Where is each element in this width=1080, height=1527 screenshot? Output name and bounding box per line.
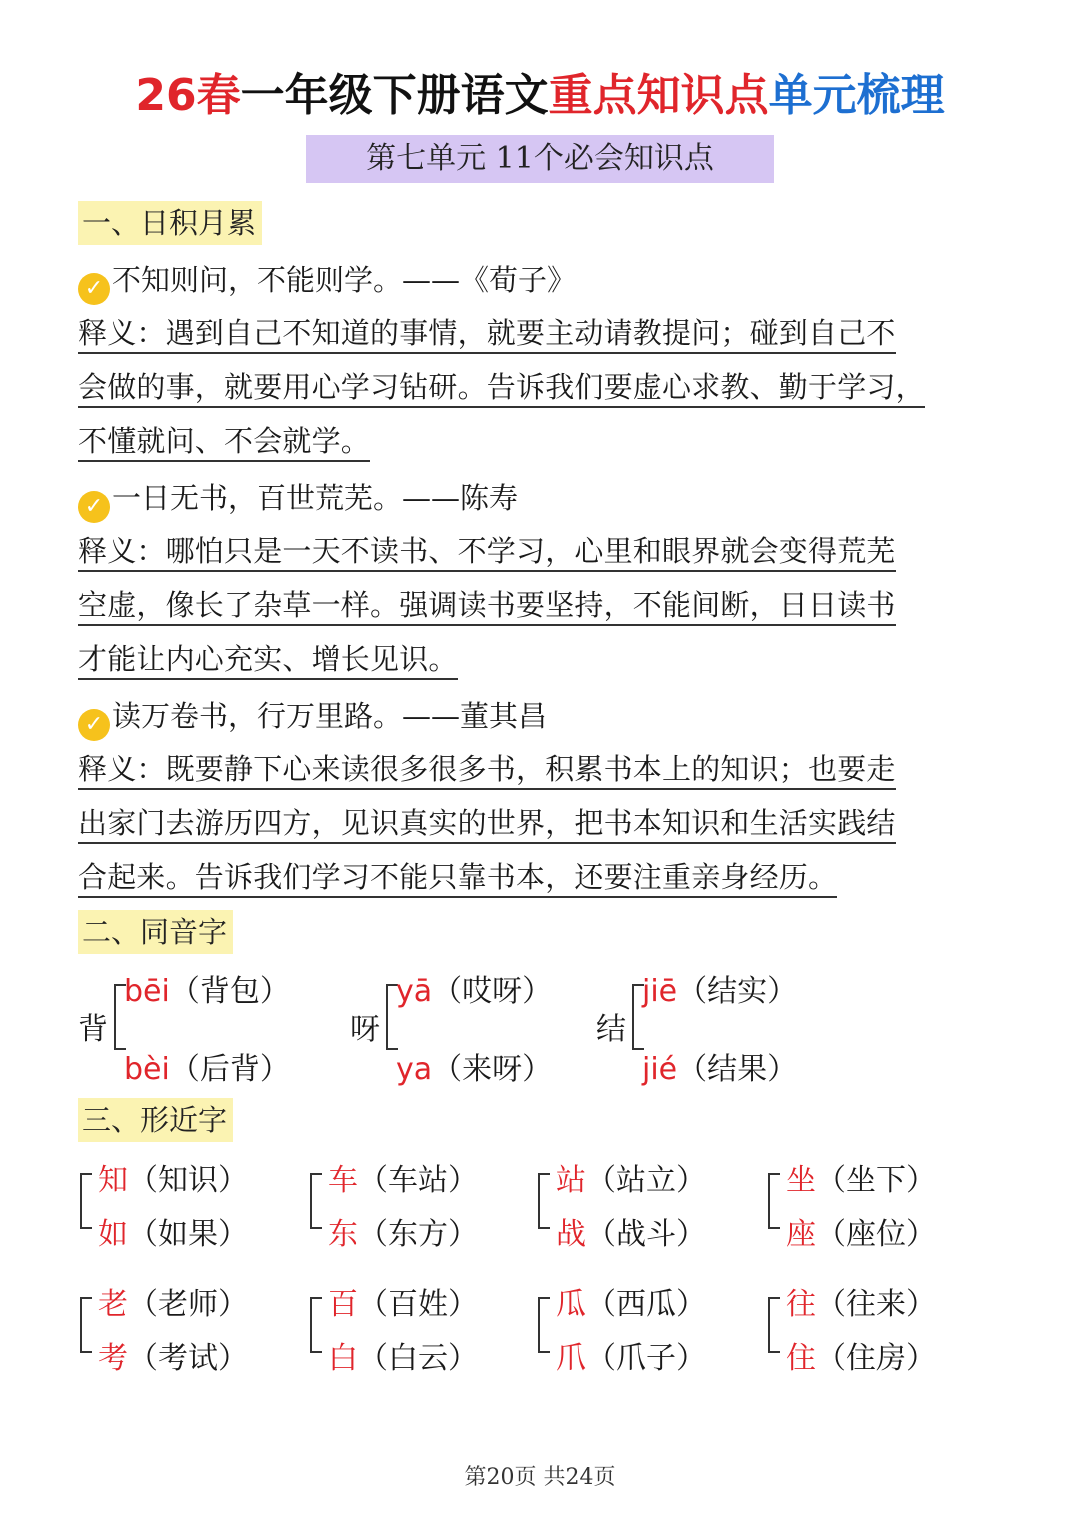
- explain-line: 会做的事，就要用心学习钻研。告诉我们要虚心求教、勤于学习，: [78, 370, 925, 408]
- section-heading-3: 三、形近字: [78, 1098, 233, 1142]
- word: （座位）: [816, 1217, 936, 1252]
- char: 往: [786, 1287, 816, 1322]
- char: 战: [556, 1217, 586, 1252]
- explain-line: 释义：既要静下心来读很多很多书，积累书本上的知识；也要走: [78, 752, 896, 790]
- pinyin: jiē: [642, 974, 678, 1009]
- homophone-char: 结: [596, 1012, 626, 1047]
- explanation-3: [78, 742, 1006, 904]
- char: 白: [328, 1341, 358, 1376]
- quote-text: 读万卷书，行万里路。——董其昌: [112, 699, 548, 733]
- word: （百姓）: [358, 1287, 478, 1322]
- word: （住房）: [816, 1341, 936, 1376]
- word: （老师）: [128, 1287, 248, 1322]
- quote-text: 一日无书，百世荒芜。——陈寿: [112, 481, 519, 515]
- word: （往来）: [816, 1287, 936, 1322]
- word: （考试）: [128, 1341, 248, 1376]
- explain-line: 释义：遇到自己不知道的事情，就要主动请教提问；碰到自己不: [78, 316, 896, 354]
- word: （结实）: [677, 974, 798, 1009]
- title-book: 一年级下册语文: [240, 70, 549, 121]
- pinyin: bēi: [124, 974, 170, 1009]
- explain-line: 才能让内心充实、增长见识。: [78, 642, 458, 680]
- brace: [538, 1297, 550, 1353]
- char: 老: [98, 1287, 128, 1322]
- word: （来呀）: [432, 1052, 553, 1087]
- char: 知: [98, 1163, 128, 1198]
- title-unit: 单元梳理: [768, 70, 945, 121]
- pinyin: ya: [396, 1052, 433, 1087]
- explain-line: 空虚，像长了杂草一样。强调读书要坚持，不能间断，日日读书: [78, 588, 896, 626]
- char: 百: [328, 1287, 358, 1322]
- quote-1: [78, 260, 576, 305]
- char: 站: [556, 1163, 586, 1198]
- word: （战斗）: [586, 1217, 706, 1252]
- quote-text: 不知则问，不能则学。——《荀子》: [112, 263, 577, 297]
- explain-line: 不懂就问、不会就学。: [78, 424, 370, 462]
- char: 瓜: [556, 1287, 586, 1322]
- brace: [768, 1173, 780, 1229]
- word: （坐下）: [816, 1163, 936, 1198]
- pinyin: jié: [642, 1052, 678, 1087]
- brace: [538, 1173, 550, 1229]
- word: （如果）: [128, 1217, 248, 1252]
- char: 车: [328, 1163, 358, 1198]
- title-grade: 26春: [135, 70, 241, 121]
- char: 住: [786, 1341, 816, 1376]
- brace: [768, 1297, 780, 1353]
- word: （后背）: [169, 1052, 290, 1087]
- word: （白云）: [358, 1341, 478, 1376]
- word: （结果）: [677, 1052, 798, 1087]
- quote-2: [78, 478, 518, 523]
- title-key: 重点知识点: [548, 70, 769, 121]
- pinyin: bèi: [124, 1052, 170, 1087]
- brace: [80, 1297, 92, 1353]
- section-heading-2: 二、同音字: [78, 910, 233, 954]
- check-icon: ✓: [78, 491, 110, 523]
- check-icon: ✓: [78, 709, 110, 741]
- word: （东方）: [358, 1217, 478, 1252]
- word: （哎呀）: [432, 974, 553, 1009]
- char: 东: [328, 1217, 358, 1252]
- word: （爪子）: [586, 1341, 706, 1376]
- quote-3: [78, 696, 547, 741]
- word: （车站）: [358, 1163, 478, 1198]
- explanation-1: [78, 306, 1006, 468]
- brace: [80, 1173, 92, 1229]
- word: （知识）: [128, 1163, 248, 1198]
- word: （西瓜）: [586, 1287, 706, 1322]
- char: 坐: [786, 1163, 816, 1198]
- word: （背包）: [169, 974, 290, 1009]
- check-icon: ✓: [78, 273, 110, 305]
- homophone-char: 呀: [350, 1012, 380, 1047]
- explain-line: 合起来。告诉我们学习不能只靠书本，还要注重亲身经历。: [78, 860, 837, 898]
- page-title: [0, 68, 1080, 124]
- unit-subtitle: 第七单元 11个必会知识点: [306, 135, 774, 183]
- explanation-2: [78, 524, 1006, 686]
- pinyin: yā: [396, 974, 433, 1009]
- char: 考: [98, 1341, 128, 1376]
- section-heading-1: 一、日积月累: [78, 201, 262, 245]
- char: 如: [98, 1217, 128, 1252]
- explain-line: 释义：哪怕只是一天不读书、不学习，心里和眼界就会变得荒芜: [78, 534, 896, 572]
- explain-line: 出家门去游历四方，见识真实的世界，把书本知识和生活实践结: [78, 806, 896, 844]
- homophone-char: 背: [78, 1012, 108, 1047]
- char: 座: [786, 1217, 816, 1252]
- char: 爪: [556, 1341, 586, 1376]
- brace: [310, 1297, 322, 1353]
- word: （站立）: [586, 1163, 706, 1198]
- brace: [310, 1173, 322, 1229]
- page-number: 第20页 共24页: [464, 1465, 616, 1490]
